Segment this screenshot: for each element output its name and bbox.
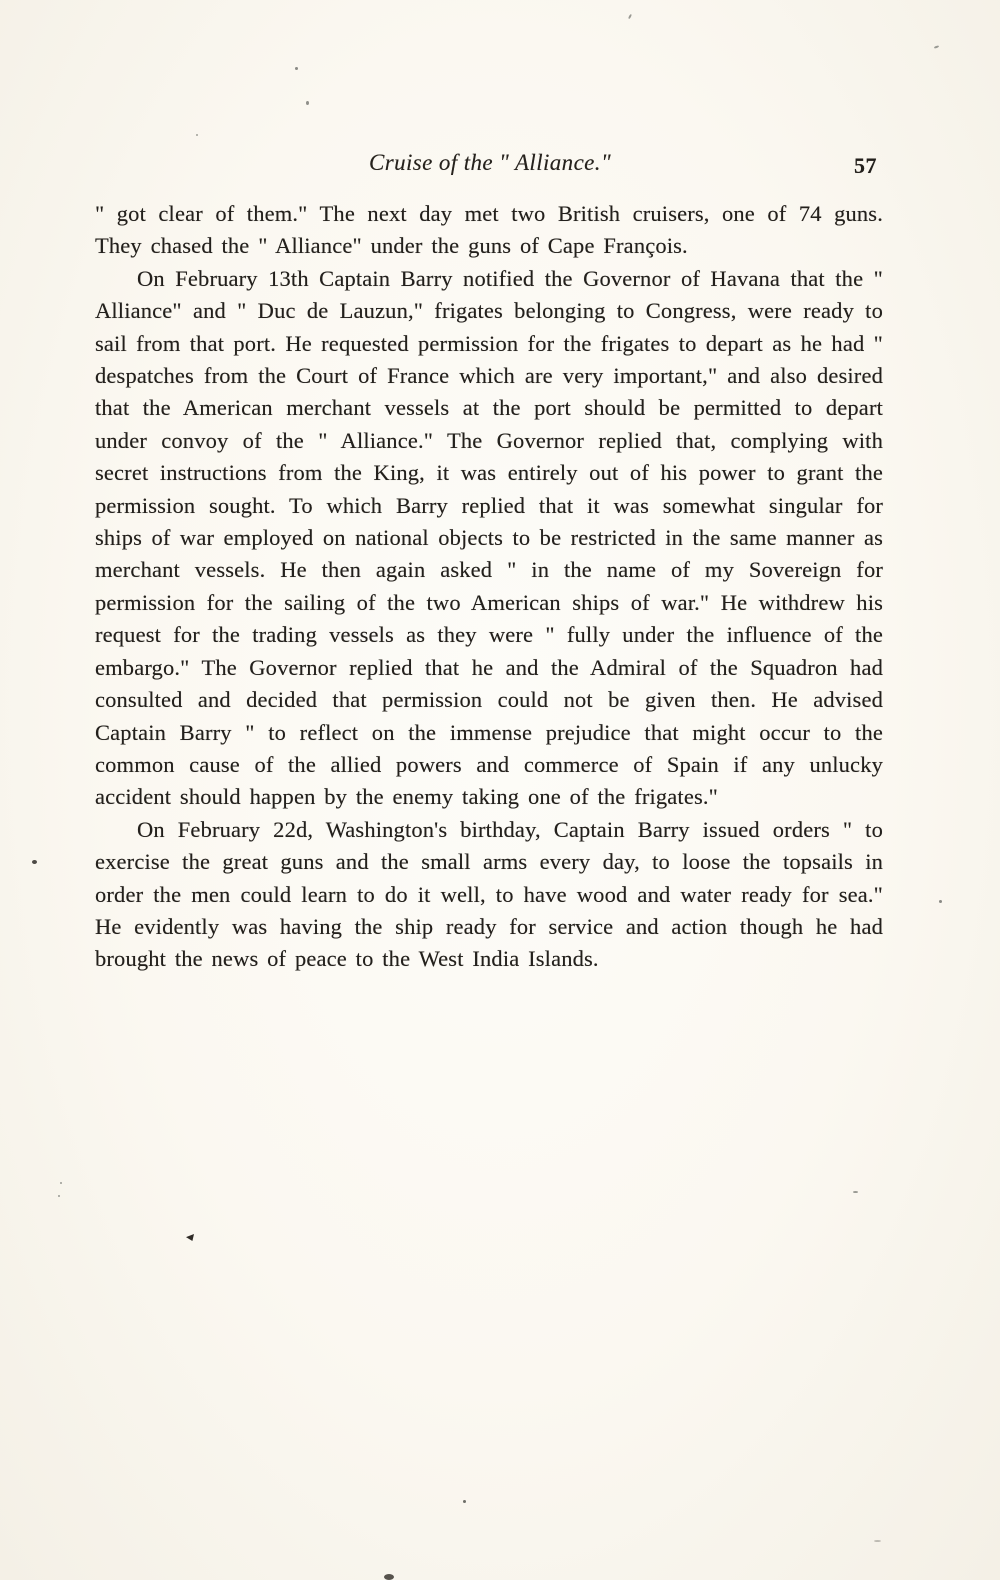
scan-speck bbox=[853, 1191, 858, 1193]
scan-speck bbox=[60, 1182, 62, 1184]
running-title: Cruise of the " Alliance." bbox=[368, 150, 612, 175]
scan-speck bbox=[934, 45, 939, 49]
paragraph: On February 13th Captain Barry notified the Governor of Havana that the " Alliance" and " Duc de Lauzun," frigates belonging to Congress, were ready to sail from that port. He requested permission for the frigates to depart as he had " despatches from the Court of France which are very important," and also desired that the American merchant vessels at the port should be permitted to depart under convoy of the " Alliance." The Governor replied that, complying with secret instructions from the King, it was entirely out of his power to grant the permission sought. To which Barry replied that it was somewhat singular for ships of war employed on national objects to be restricted in the same manner as merchant vessels. He then again asked " in the name of my Sovereign for permission for the sailing of the two American ships of war." He withdrew his request for the trading vessels as they were " fully under the influence of the embargo." The Governor replied that he and the Admiral of the Squadron had consulted and decided that permission could not be given then. He advised Captain Barry " to reflect on the immense prejudice that might occur to the common cause of the allied powers and commerce of Spain if any unlucky accident should happen by the enemy taking one of the frigates." bbox=[95, 265, 883, 810]
scan-speck bbox=[295, 67, 298, 70]
scan-speck bbox=[32, 860, 37, 864]
page-number: 57 bbox=[854, 153, 877, 178]
scan-speck bbox=[384, 1574, 394, 1580]
scan-speck bbox=[463, 1500, 466, 1503]
paragraph: " got clear of them." The next day met two British cruisers, one of 74 guns. They chased the " Alliance" under the guns of Cape François. bbox=[95, 201, 883, 259]
page-header bbox=[95, 150, 885, 184]
scan-speck bbox=[874, 1540, 881, 1542]
scan-speck bbox=[186, 1234, 194, 1241]
paragraph: On February 22d, Washington's birthday, Captain Barry issued orders " to exercise the great guns and the small arms every day, to loose the topsails in order the men could learn to do it well, to have wood and water ready for sea." He evidently was having the ship ready for service and action though he had brought the news of peace to the West India Islands. bbox=[95, 816, 883, 972]
scan-speck bbox=[196, 134, 198, 136]
scan-speck bbox=[58, 1195, 60, 1197]
scan-speck bbox=[306, 101, 309, 105]
scan-speck bbox=[939, 900, 942, 903]
scan-speck bbox=[628, 14, 632, 19]
page-body bbox=[95, 198, 883, 976]
